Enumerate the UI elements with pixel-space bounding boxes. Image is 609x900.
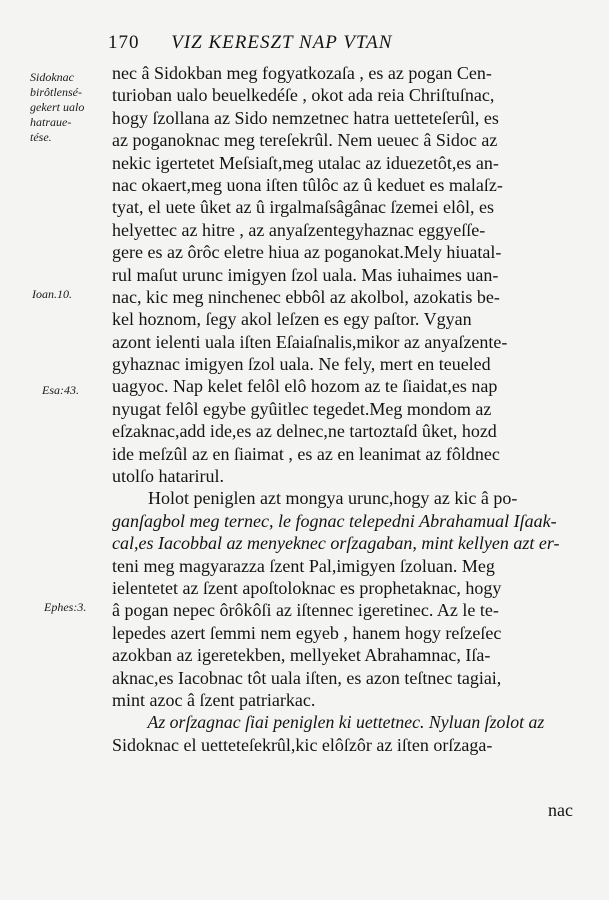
text-line: utolſo hatarirul. — [112, 466, 224, 487]
text-line: nac okaert,meg uona iſten tûlôc az û keduet es malaſz- — [112, 174, 503, 195]
text-line: â pogan nepec ôrôkôſi az iſtennec igeretinec. Az le te- — [112, 600, 499, 621]
catchword: nac — [548, 800, 573, 820]
text-line: helyettec az hitre , az anyaſzentegyhaznac eggyeſſe- — [112, 219, 486, 240]
margin-line: hatraue- — [30, 115, 72, 129]
margin-line: Ioan.10. — [32, 287, 72, 301]
text-line: ielentetet az ſzent apoſtoloknac es prophetaknac, hogy — [112, 577, 502, 598]
margin-note-esa — [42, 383, 79, 398]
text-line: kel hoznom, ſegy akol leſzen es egy paſtor. Vgyan — [112, 309, 472, 330]
text-line: nyugat felôl egybe gyûitlec tegedet.Meg mondom az — [112, 398, 492, 419]
text-line: eſzaknac,add ide,es az delnec,ne tartoztaſd ûket, hozd — [112, 421, 497, 442]
text-line: Az orſzagnac ſiai peniglen ki uettetnec. Nyluan ſzolot az — [147, 712, 545, 733]
text-line: gyhaznac imigyen ſzol uala. Ne fely, mert en teueled — [112, 354, 491, 375]
running-title: VIZ KERESZT NAP VTAN — [171, 32, 393, 53]
text-line: nec â Sidokban meg fogyatkozaſa , es az pogan Cen- — [112, 63, 492, 83]
text-line: Sidoknac el uetteteſekrûl,kic elôſzôr az iſten orſzaga- — [112, 734, 493, 755]
text-line: rul maſut urunc imigyen ſzol uala. Mas iuhaimes uan- — [112, 264, 499, 285]
margin-line: gekert ualo — [30, 100, 85, 114]
margin-line: tése. — [30, 130, 52, 144]
text-line: nekic igertetet Meſsiaſt,meg utalac az iduezetôt,es an- — [112, 152, 499, 173]
text-line: azont ielenti uala iſten Eſaiaſnalis,mikor az anyaſzente- — [112, 331, 508, 352]
text-line: azokban az igeretekben, mellyeket Abrahamnac, Iſa- — [112, 645, 491, 666]
margin-note-ioan — [32, 287, 72, 302]
text-line: az poganoknac meg tereſekrûl. Nem ueuec â Sidoc az — [112, 130, 498, 151]
margin-note-ephes — [44, 600, 86, 615]
text-line: Holot peniglen azt mongya urunc,hogy az kic â po- — [148, 488, 518, 509]
body-text — [112, 62, 580, 756]
margin-line: Sidoknac — [30, 70, 74, 84]
text-line: ganſagbol meg ternec, le fognac telepedni Abrahamual Iſaak- — [112, 510, 557, 531]
text-line: lepedes azert ſemmi nem egyeb , hanem hogy reſzeſec — [112, 622, 502, 643]
text-line: hogy ſzollana az Sido nemzetnec hatra uetteteſerûl, es — [112, 107, 499, 128]
text-line: ide meſzûl az en ſiaimat , es az en leanimat az fôldnec — [112, 443, 500, 464]
margin-line: Ephes:3. — [44, 600, 87, 614]
margin-line: Esa:43. — [42, 383, 79, 397]
text-line: teni meg magyarazza ſzent Pal,imigyen ſzoluan. Meg — [112, 555, 495, 576]
text-line: cal,es Iacobbal az menyeknec orſzagaban, mint kellyen azt er- — [112, 533, 560, 554]
text-line: turioban ualo beuelkedéſe , okot ada reia Chriſtuſnac, — [112, 85, 495, 106]
margin-note-sidokn — [30, 70, 84, 145]
text-line: mint azoc â ſzent patriarkac. — [112, 689, 316, 710]
text-line: nac, kic meg ninchenec ebbôl az akolbol, azokatis be- — [112, 286, 500, 307]
text-line: gere es az ôrôc eletre hiua az poganokat.Mely hiuatal- — [112, 242, 502, 263]
text-line: uagyoc. Nap kelet felôl elô hozom az te ſiaidat,es nap — [112, 376, 498, 397]
margin-line: birôtlensé- — [30, 85, 82, 99]
running-head — [108, 32, 578, 54]
text-line: tyat, el uete ûket az û irgalmaſsâgânac ſzemei elôl, es — [112, 197, 494, 218]
text-line: aknac,es Iacobnac tôt uala iſten, es azon teſtnec tagiai, — [112, 667, 502, 688]
page-number: 170 — [108, 32, 140, 53]
